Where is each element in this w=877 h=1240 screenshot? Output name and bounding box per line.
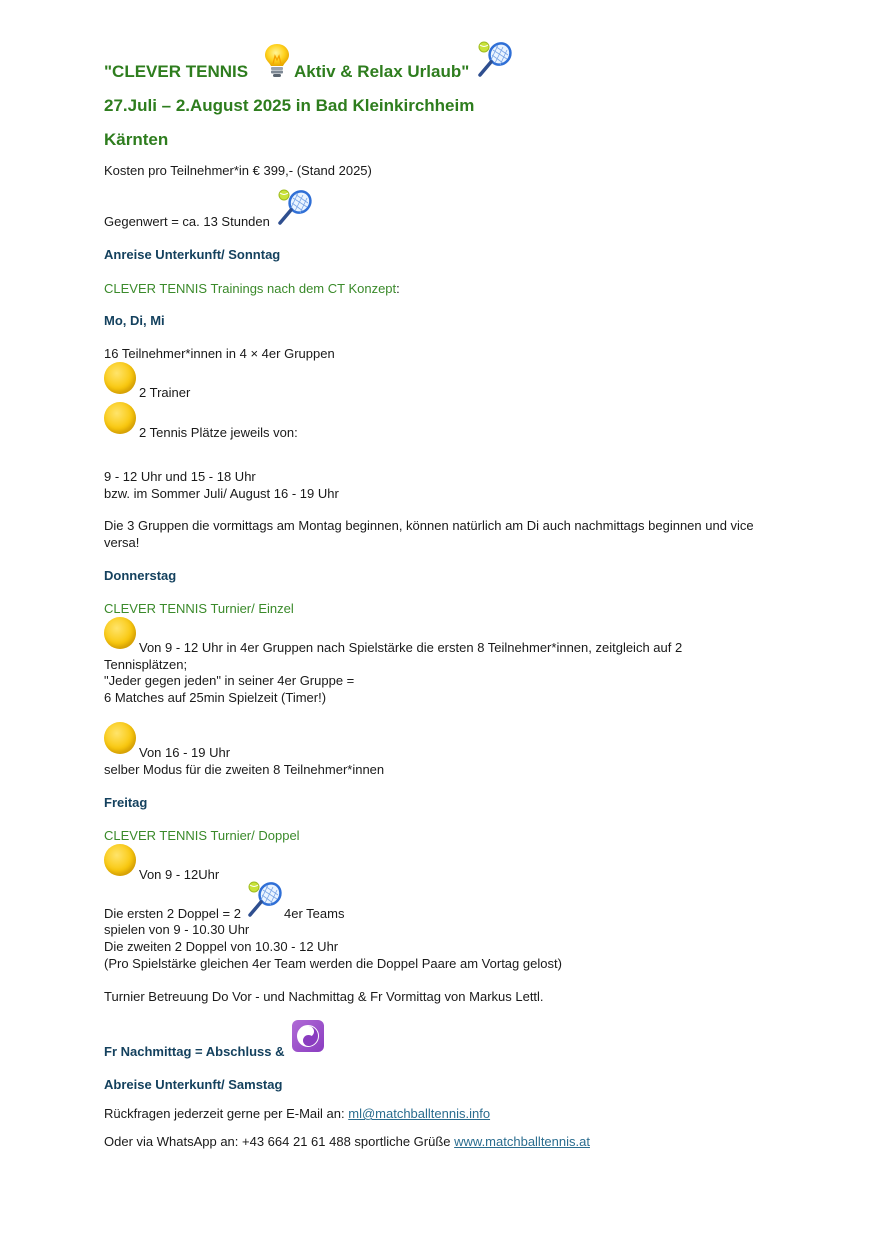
friday-second-doubles: Die zweiten 2 Doppel von 10.30 - 12 Uhr [104, 939, 339, 954]
departure-heading: Abreise Unterkunft/ Samstag [104, 1077, 283, 1092]
tennis-racket-icon [476, 40, 514, 78]
groups-note-line-1: Die 3 Gruppen die vormittags am Montag beginnen, können natürlich am Di auch nachmittags beginnen und vice [104, 518, 754, 533]
yellow-circle-icon [104, 844, 136, 876]
times-line-1: 9 - 12 Uhr und 15 - 18 Uhr [104, 469, 256, 484]
event-region: Kärnten [104, 130, 169, 149]
title-part1: "CLEVER TENNIS [104, 62, 249, 81]
friday-first-doubles-b: 4er Teams [284, 906, 345, 921]
thursday-morning-line-2: Tennisplätzen; [104, 657, 188, 672]
thursday-morning-line-4: 6 Matches auf 25min Spielzeit (Timer!) [104, 690, 327, 705]
thursday-morning-line-1: Von 9 - 12 Uhr in 4er Gruppen nach Spielstärke die ersten 8 Teilnehmer*innen, zeitgleich auf 2 [139, 640, 683, 655]
event-dates: 27.Juli – 2.August 2025 in Bad Kleinkirchheim [104, 96, 475, 115]
friday-pairing-note: (Pro Spielstärke gleichen 4er Team werden die Doppel Paare am Vortag gelost) [104, 956, 562, 971]
email-link[interactable]: ml@matchballtennis.info [348, 1106, 491, 1121]
friday-first-doubles-a: Die ersten 2 Doppel = 2 [104, 906, 241, 921]
yellow-circle-icon [104, 617, 136, 649]
contact-email-line [104, 1106, 490, 1121]
cost-text: Kosten pro Teilnehmer*in € 399,- (Stand 2025) [104, 163, 372, 178]
yin-yang-icon [292, 1020, 324, 1052]
trainers-text: 2 Trainer [139, 385, 191, 400]
closing-heading: Fr Nachmittag = Abschluss & [104, 1044, 285, 1059]
yellow-circle-icon [104, 362, 136, 394]
friday-tournament: CLEVER TENNIS Turnier/ Doppel [104, 828, 300, 843]
trainings-intro-colon: : [396, 281, 400, 296]
contact-email-prefix: Rückfragen jederzeit gerne per E-Mail an: [104, 1106, 349, 1121]
participants-text: 16 Teilnehmer*innen in 4 × 4er Gruppen [104, 346, 335, 361]
document-page [104, 0, 804, 1149]
contact-whatsapp-line [104, 1134, 590, 1149]
tennis-racket-icon [276, 188, 314, 226]
arrival-heading: Anreise Unterkunft/ Sonntag [104, 247, 281, 262]
groups-note-line-2: versa! [104, 535, 140, 550]
thursday-heading: Donnerstag [104, 568, 177, 583]
equivalent-text: Gegenwert = ca. 13 Stunden [104, 214, 270, 229]
friday-time: Von 9 - 12Uhr [139, 867, 220, 882]
yellow-circle-icon [104, 402, 136, 434]
thursday-afternoon-line-2: selber Modus für die zweiten 8 Teilnehmer*innen [104, 762, 385, 777]
yellow-circle-icon [104, 722, 136, 754]
tennis-racket-icon [246, 880, 284, 918]
trainings-intro-text: CLEVER TENNIS Trainings nach dem CT Konzept [104, 281, 397, 296]
trainings-intro [104, 280, 400, 298]
lightbulb-icon [262, 42, 292, 78]
support-text: Turnier Betreuung Do Vor - und Nachmittag & Fr Vormittag von Markus Lettl. [104, 989, 544, 1004]
times-line-2: bzw. im Sommer Juli/ August 16 - 19 Uhr [104, 486, 339, 501]
friday-first-doubles-time: spielen von 9 - 10.30 Uhr [104, 922, 250, 937]
title-part2: Aktiv & Relax Urlaub" [294, 62, 470, 81]
contact-whatsapp-prefix: Oder via WhatsApp an: +43 664 21 61 488 sportliche Grüße [104, 1134, 455, 1149]
website-link[interactable]: www.matchballtennis.at [454, 1134, 590, 1149]
thursday-morning-line-3: "Jeder gegen jeden" in seiner 4er Gruppe = [104, 673, 355, 688]
title-line [104, 62, 248, 82]
thursday-afternoon-line-1: Von 16 - 19 Uhr [139, 745, 231, 760]
courts-text: 2 Tennis Plätze jeweils von: [139, 425, 298, 440]
days-heading: Mo, Di, Mi [104, 313, 165, 328]
title-line-continued [294, 62, 469, 82]
thursday-tournament: CLEVER TENNIS Turnier/ Einzel [104, 601, 294, 616]
friday-heading: Freitag [104, 795, 148, 810]
